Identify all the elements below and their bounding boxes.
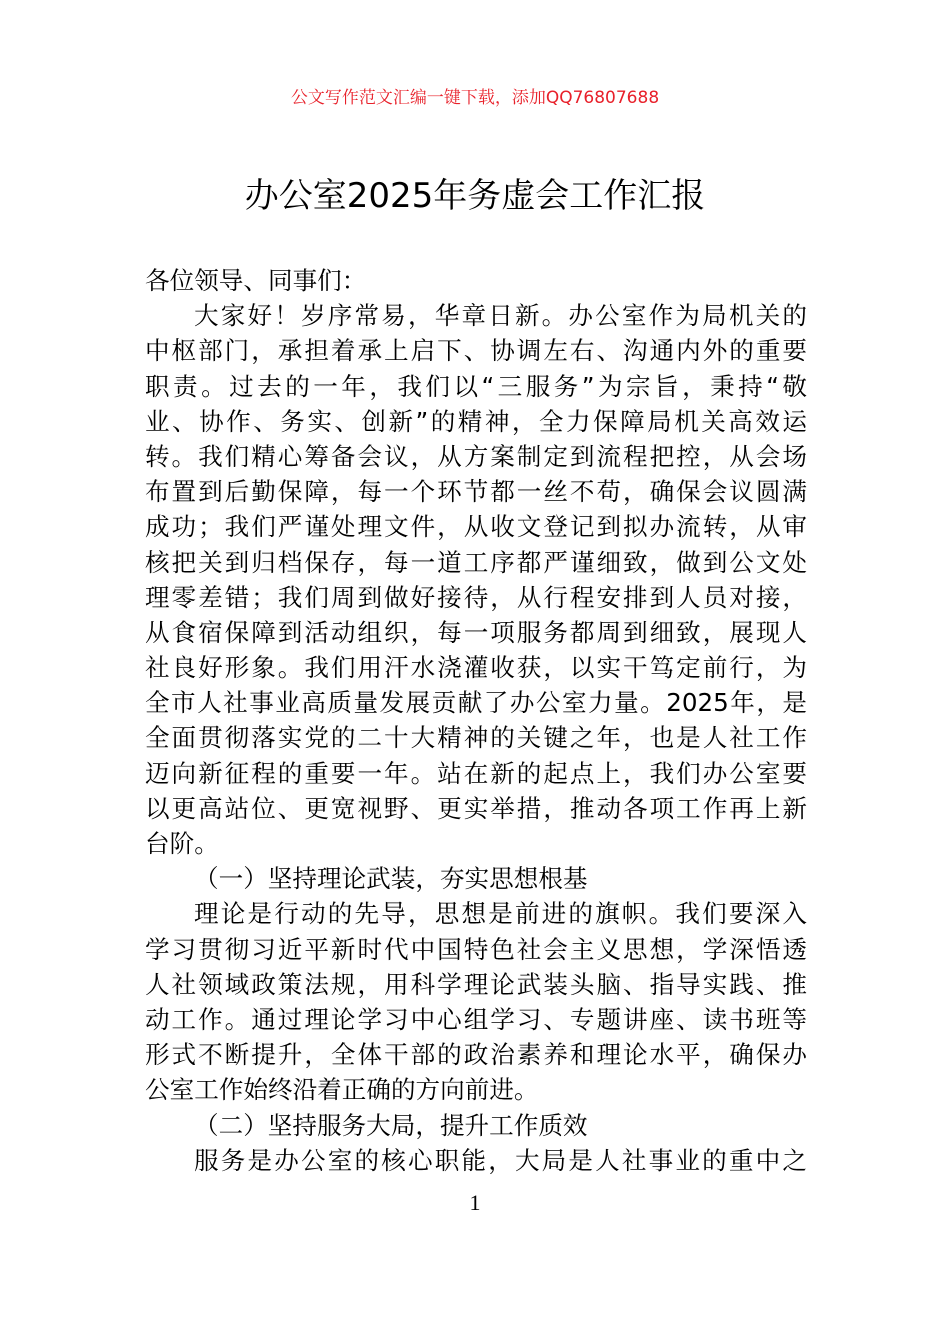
paragraph-line: 转。我们精心筹备会议，从方案制定到流程把控，从会场 bbox=[145, 441, 807, 471]
paragraph-line: 动工作。通过理论学习中心组学习、专题讲座、读书班等 bbox=[145, 1004, 807, 1034]
paragraph-line: 迈向新征程的重要一年。站在新的起点上，我们办公室要 bbox=[145, 758, 807, 788]
paragraph-line: 服务是办公室的核心职能，大局是人社事业的重中之 bbox=[194, 1145, 807, 1175]
paragraph-line: 以更高站位、更宽视野、更实举措，推动各项工作再上新 bbox=[145, 793, 807, 823]
paragraph-line: 学习贯彻习近平新时代中国特色社会主义思想，学深悟透 bbox=[145, 934, 807, 964]
paragraph-line: 社良好形象。我们用汗水浇灌收获，以实干笃定前行，为 bbox=[145, 653, 807, 683]
paragraph-line: 形式不断提升，全体干部的政治素养和理论水平，确保办 bbox=[145, 1040, 807, 1070]
paragraph-line: 台阶。 bbox=[145, 829, 219, 858]
paragraph-line: 布置到后勤保障，每一个环节都一丝不苟，确保会议圆满 bbox=[145, 477, 807, 507]
section-heading-2: （二）坚持服务大局，提升工作质效 bbox=[194, 1110, 588, 1140]
paragraph-line: 成功；我们严谨处理文件，从收文登记到拟办流转，从审 bbox=[145, 512, 807, 542]
paragraph-line: 大家好！岁序常易，华章日新。办公室作为局机关的 bbox=[194, 301, 807, 331]
paragraph-line: 全市人社事业高质量发展贡献了办公室力量。2025年，是 bbox=[145, 688, 807, 718]
paragraph-line: 公室工作始终沿着正确的方向前进。 bbox=[145, 1075, 539, 1105]
paragraph-line: 理零差错；我们周到做好接待，从行程安排到人员对接， bbox=[145, 582, 807, 612]
intro-paragraph bbox=[145, 298, 807, 861]
document-body bbox=[145, 263, 807, 1178]
page-number: 1 bbox=[469, 1190, 481, 1215]
paragraph-line: 从食宿保障到活动组织，每一项服务都周到细致，展现人 bbox=[145, 617, 807, 647]
paragraph-line: 业、协作、务实、创新”的精神，全力保障局机关高效运 bbox=[145, 406, 807, 436]
paragraph-line: 全面贯彻落实党的二十大精神的关键之年，也是人社工作 bbox=[145, 723, 807, 753]
document-title: 办公室2025年务虚会工作汇报 bbox=[244, 176, 706, 216]
section-2-paragraph bbox=[145, 1143, 807, 1178]
section-heading-1: （一）坚持理论武装，夯实思想根基 bbox=[194, 864, 588, 894]
salutation: 各位领导、同事们： bbox=[145, 266, 367, 295]
section-1-paragraph bbox=[145, 896, 807, 1107]
paragraph-line: 中枢部门，承担着承上启下、协调左右、沟通内外的重要 bbox=[145, 336, 807, 366]
paragraph-line: 理论是行动的先导，思想是前进的旗帜。我们要深入 bbox=[194, 899, 807, 929]
paragraph-line: 人社领域政策法规，用科学理论武装头脑、指导实践、推 bbox=[145, 969, 807, 999]
paragraph-line: 职责。过去的一年，我们以“三服务”为宗旨，秉持“敬 bbox=[145, 371, 807, 401]
watermark-banner: 公文写作范文汇编一键下载，添加QQ76807688 bbox=[290, 88, 660, 108]
paragraph-line: 核把关到归档保存，每一道工序都严谨细致，做到公文处 bbox=[145, 547, 807, 577]
